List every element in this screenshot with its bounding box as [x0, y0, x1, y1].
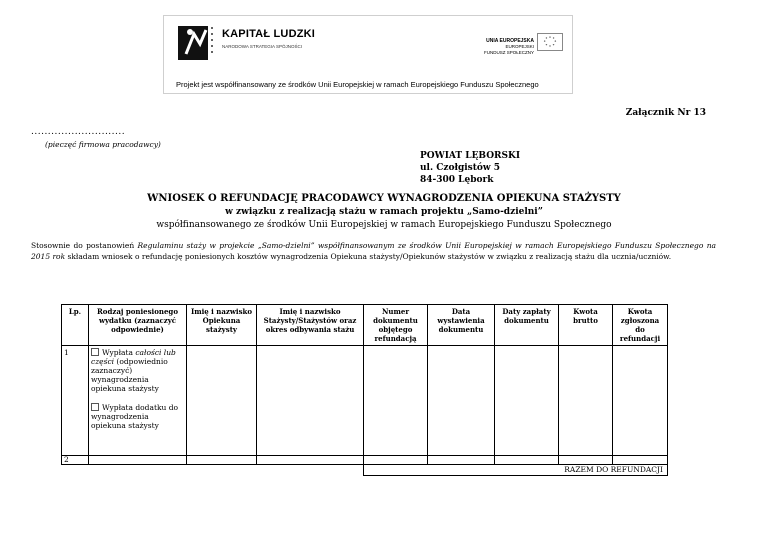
- intro-paragraph: [31, 240, 716, 262]
- row-2-issue-date[interactable]: [428, 456, 495, 465]
- logo-title: KAPITAŁ LUDZKI: [222, 28, 316, 40]
- row-1-payment-date[interactable]: [495, 346, 559, 456]
- banner-caption: Projekt jest współfinansowany ze środków Unii Europejskiej w ramach Europejskiego Funduszu Społecznego: [176, 80, 539, 89]
- row-1-expense-type: [89, 346, 187, 456]
- logo-subtitle: NARODOWA STRATEGIA SPÓJNOŚCI: [222, 44, 303, 49]
- refund-table: [61, 304, 668, 476]
- row-2-gross-amount[interactable]: [559, 456, 613, 465]
- sum-spacer: [62, 465, 364, 476]
- eu-flag-icon: [537, 33, 563, 51]
- intro-part-1: Stosownie do postanowień: [31, 241, 138, 250]
- kapital-ludzki-logo-icon: [176, 22, 216, 64]
- option-salary-c: (odpowiednio zaznaczyć) wynagrodzenia opiekuna stażysty: [91, 357, 168, 393]
- table-row: [62, 456, 668, 465]
- document-subtitle-2: współfinansowanego ze środków Unii Europejskiej w ramach Europejskiego Funduszu Społecznego: [156, 220, 612, 230]
- header-issue-date: Data wystawienia dokumentu: [428, 305, 495, 346]
- row-2-lp: 2: [62, 456, 89, 465]
- row-1-document-number[interactable]: [364, 346, 428, 456]
- eu-line-2: EUROPEJSKI: [505, 44, 534, 49]
- sum-label: RAZEM DO REFUNDACJI: [364, 465, 668, 476]
- row-1-refund-amount[interactable]: [613, 346, 668, 456]
- checkbox-bonus[interactable]: [91, 403, 99, 411]
- intro-part-3: składam wniosek o refundację poniesionych kosztów wynagrodzenia Opiekuna stażysty/Opiekunów stażystów w związku z realizacją stażu dla ucznia/uczniów.: [65, 252, 672, 261]
- option-bonus-text: Wypłata dodatku do wynagrodzenia opiekuna stażysty: [91, 403, 179, 430]
- document-subtitle: w związku z realizacją stażu w ramach projektu „Samo-dzielni”: [225, 207, 543, 217]
- row-2-expense-type[interactable]: [89, 456, 187, 465]
- stamp-dots: ............................: [31, 127, 126, 137]
- address-line-1: POWIAT LĘBORSKI: [420, 151, 521, 161]
- header-mentor-name: Imię i nazwisko Opiekuna stażysty: [187, 305, 257, 346]
- address-line-2: ul. Czołgistów 5: [420, 163, 501, 173]
- eu-label: [464, 38, 534, 56]
- header-gross-amount: Kwota brutto: [559, 305, 613, 346]
- attachment-number: Załącznik Nr 13: [625, 108, 706, 118]
- row-1-gross-amount[interactable]: [559, 346, 613, 456]
- option-bonus: [91, 403, 184, 430]
- header-expense-type: Rodzaj poniesionego wydatku (zaznaczyć odpowiednie): [89, 305, 187, 346]
- header-intern-name: Imię i nazwisko Stażysty/Stażystów oraz okres odbywania stażu: [257, 305, 364, 346]
- address-line-3: 84-300 Lębork: [420, 175, 494, 185]
- header-lp: Lp.: [62, 305, 89, 346]
- row-1-lp: 1: [62, 346, 89, 456]
- header-refund-amount: Kwota zgłoszona do refundacji: [613, 305, 668, 346]
- row-2-refund-amount[interactable]: [613, 456, 668, 465]
- row-2-intern-name[interactable]: [257, 456, 364, 465]
- header-payment-date: Daty zapłaty dokumentu: [495, 305, 559, 346]
- option-salary-a: Wypłata: [102, 348, 136, 357]
- option-salary: [91, 348, 184, 393]
- eu-line-1: UNIA EUROPEJSKA: [486, 38, 534, 44]
- project-banner: [163, 15, 573, 94]
- option-salary-b: całości lub części: [91, 348, 176, 366]
- recipient-address: [420, 150, 520, 186]
- row-2-mentor-name[interactable]: [187, 456, 257, 465]
- checkbox-salary[interactable]: [91, 348, 99, 356]
- row-1-mentor-name[interactable]: [187, 346, 257, 456]
- table-header-row: [62, 305, 668, 346]
- sum-row: [62, 465, 668, 476]
- document-title: WNIOSEK O REFUNDACJĘ PRACODAWCY WYNAGRODZENIA OPIEKUNA STAŻYSTY: [147, 193, 621, 204]
- row-1-intern-name[interactable]: [257, 346, 364, 456]
- eu-line-3: FUNDUSZ SPOŁECZNY: [483, 50, 534, 55]
- row-2-payment-date[interactable]: [495, 456, 559, 465]
- stamp-label: (pieczęć firmowa pracodawcy): [45, 140, 161, 149]
- table-row: [62, 346, 668, 456]
- row-2-document-number[interactable]: [364, 456, 428, 465]
- intro-part-2: Regulaminu staży w projekcie „Samo-dzielni” współfinansowanym ze środków Unii Europejskiej w ramach Europejskiego Funduszu Społecznego na 2015 rok: [31, 241, 716, 261]
- header-document-number: Numer dokumentu objętego refundacją: [364, 305, 428, 346]
- row-1-issue-date[interactable]: [428, 346, 495, 456]
